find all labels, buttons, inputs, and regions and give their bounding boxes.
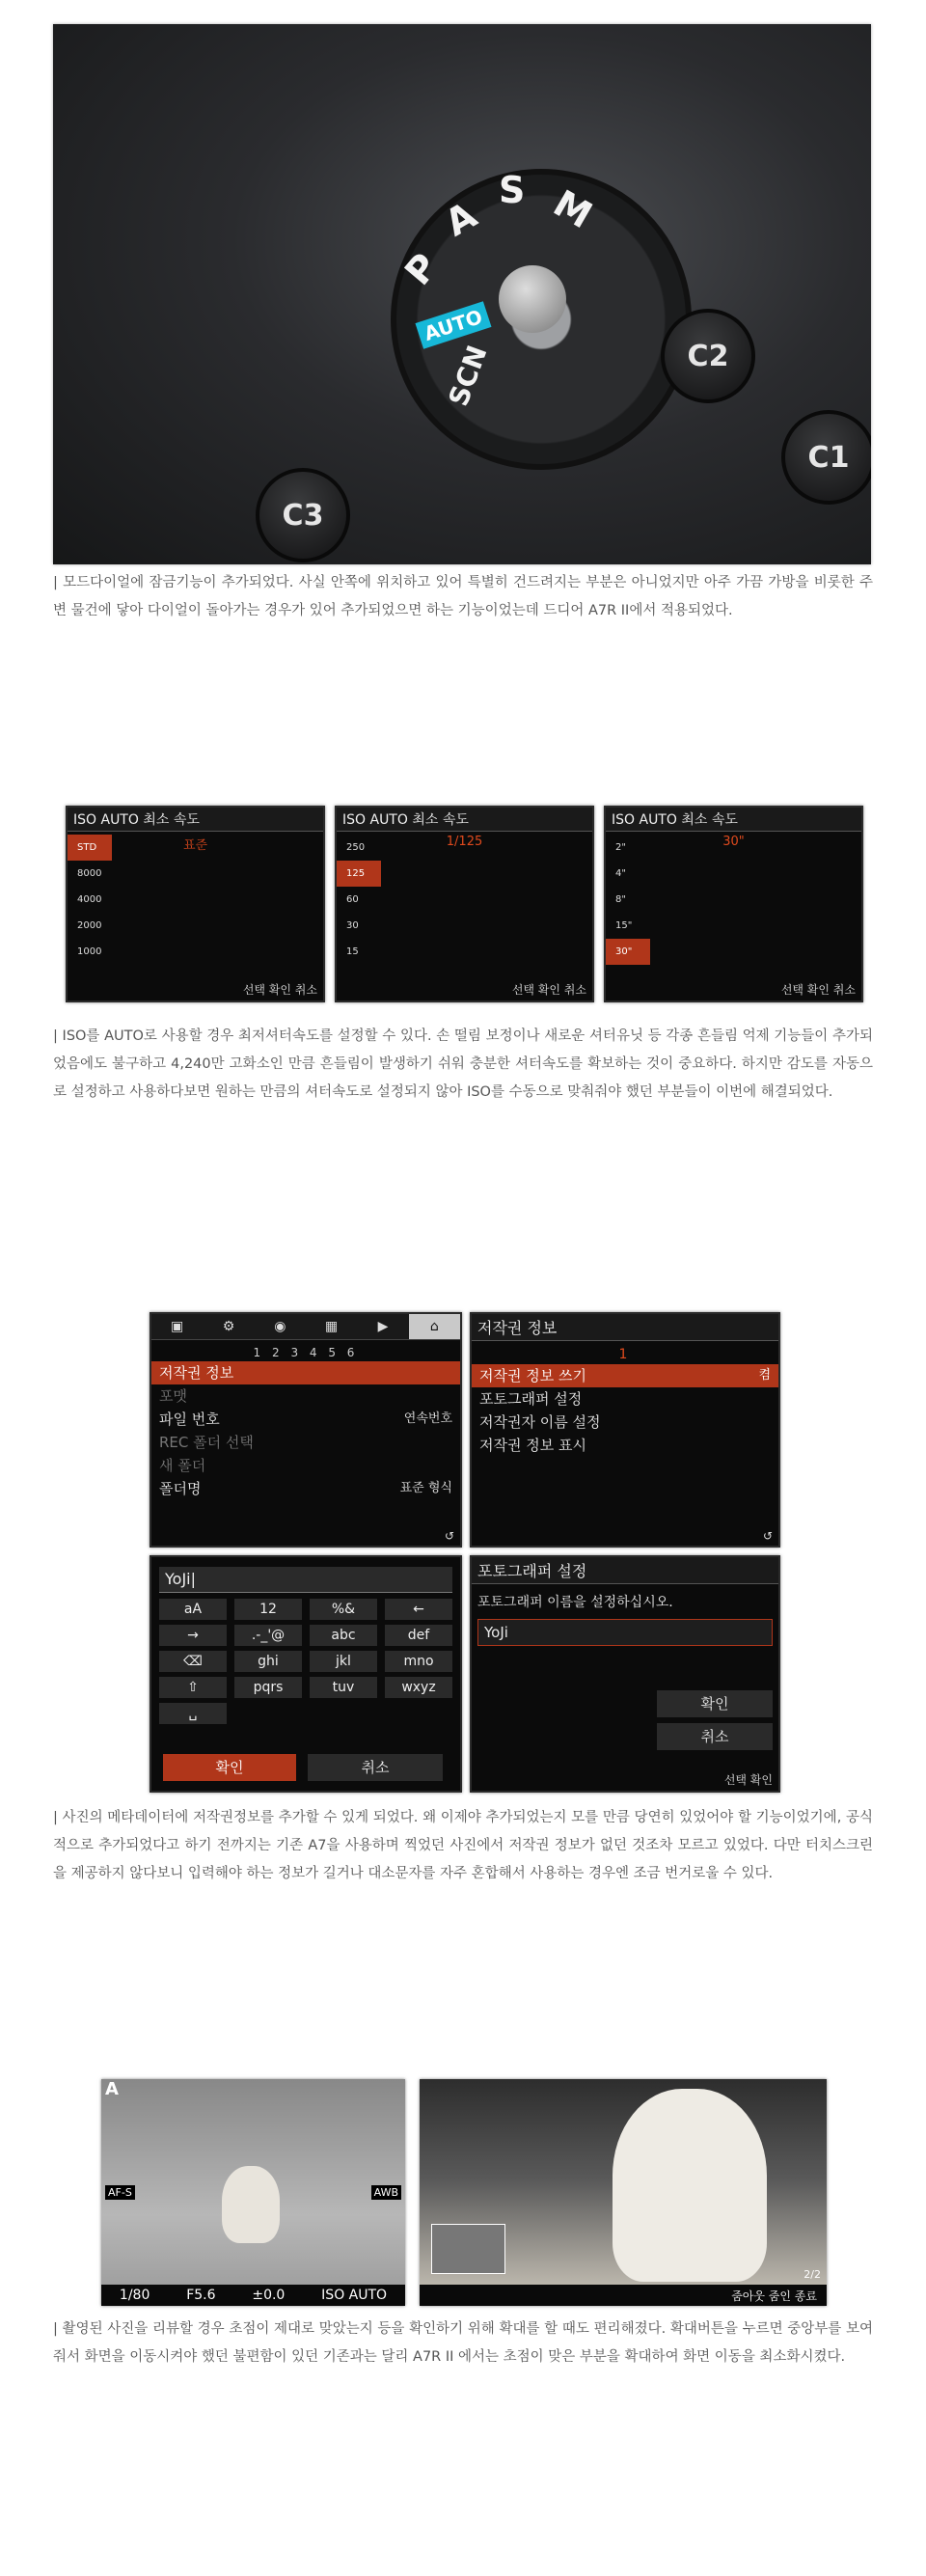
iso-list	[606, 835, 650, 965]
zoom-footer: 줌아웃 줌인 종료	[420, 2285, 827, 2306]
shooting-mode: A	[105, 2079, 119, 2099]
iso-item: 2"	[615, 842, 626, 853]
keyboard-key: wxyz	[385, 1677, 452, 1698]
iso-item: STD	[68, 835, 112, 861]
keyboard-key: aA	[159, 1599, 227, 1620]
iso-item: 30"	[606, 939, 650, 965]
menu-item-label: 새 폴더	[159, 1457, 206, 1474]
iso-item: 1000	[77, 946, 102, 957]
keyboard-key: ←	[385, 1599, 452, 1620]
dial-letter-scn: SCN	[442, 341, 494, 411]
keyboard-key: abc	[310, 1625, 377, 1646]
live-view-screen	[101, 2079, 405, 2306]
iso-item: 125	[337, 861, 381, 887]
menu-item-label: 저작권 정보 쓰기	[479, 1367, 586, 1384]
menu-item-owner-name	[472, 1411, 778, 1434]
copyright-caption: | 사진의 메타데이터에 저작권정보를 추가할 수 있게 되었다. 왜 이제야 추가되었는지 모를 만큼 당연히 있었어야 할 기능이었기에, 공식적으로 추가되었다고 하기 전까지는 기존 A7을 사용하며 찍었던 사진에서 저작권 정보가 없던 것조차 모르고 있었다. 다만 터치스크린을 제공하지 않다보니 입력해야 하는 정보가 길거나 대소문자를 자주 혼합해서 사용하는 경우엔 조금 번거로울 수 있다.	[53, 1810, 873, 1881]
zoom-review-screen	[420, 2079, 827, 2306]
white-balance: AWB	[371, 2185, 401, 2200]
iso-value: 30"	[722, 835, 745, 849]
keyboard-key: def	[385, 1625, 452, 1646]
photographer-screen	[470, 1555, 780, 1793]
menu-item-copyright	[151, 1361, 460, 1384]
iso-caption: | ISO를 AUTO로 사용할 경우 최저셔터속도를 설정할 수 있다. 손 떨림 보정이나 새로운 셔터유닛 등 각종 흔들림 억제 기능들이 추가되었음에도 불구하고 4,240만 고화소인 만큼 흔들림이 발생하기 쉬워 충분한 셔터속도를 확보하는 것이 중요하다. 하지만 감도를 자동으로 설정하고 사용하다보면 원하는 만큼의 셔터속도로 설정되지 않아 ISO를 수동으로 맞춰줘야 했던 부분들이 이번에 해결되었다.	[53, 1028, 873, 1100]
back-icon: ↺	[444, 1529, 454, 1543]
keyboard-screen	[150, 1555, 462, 1793]
keyboard-key: %&	[310, 1599, 377, 1620]
menu-item-label: 파일 번호	[159, 1411, 220, 1428]
menu-item-new-folder	[151, 1454, 460, 1477]
screen-title: 포토그래퍼 설정	[472, 1557, 778, 1584]
menu-item-display-copyright	[472, 1434, 778, 1457]
menu-tabbar	[151, 1314, 460, 1340]
menu-item-rec-folder	[151, 1431, 460, 1454]
gear-tab-icon: ⚙	[222, 1319, 235, 1334]
c1-button: C1	[781, 410, 871, 505]
af-mode: AF-S	[105, 2185, 135, 2200]
keyboard-keys	[159, 1599, 452, 1724]
menu-item-label: 폴더명	[159, 1480, 202, 1497]
menu-item-format	[151, 1384, 460, 1408]
menu-item-file-number	[151, 1408, 460, 1431]
iso-item: 15	[346, 946, 359, 957]
figure-closeup	[613, 2089, 767, 2282]
keyboard-key: pqrs	[234, 1677, 302, 1698]
photographer-name-field: YoJi	[477, 1619, 773, 1646]
iso-screen-125	[335, 806, 594, 1002]
keyboard-key: tuv	[310, 1677, 377, 1698]
keyboard-key: ⌫	[159, 1651, 227, 1672]
exposure-bar	[101, 2285, 405, 2306]
screen-footer: 선택 확인 취소	[780, 983, 856, 997]
menu-item-photographer	[472, 1387, 778, 1411]
iso-screen-30	[604, 806, 863, 1002]
menu-item-write-copyright	[472, 1364, 778, 1387]
screen-footer: 선택 확인 취소	[511, 983, 586, 997]
photographer-ok-button: 확인	[657, 1690, 773, 1717]
menu-item-value: 표준 형식	[399, 1481, 452, 1495]
menu-item-folder-name	[151, 1477, 460, 1500]
iso-item: 2000	[77, 920, 102, 931]
keyboard-cancel-button: 취소	[308, 1754, 443, 1781]
iso-value: 1/125	[446, 835, 483, 849]
iso-value: 표준	[182, 838, 208, 853]
iso-item: 60	[346, 894, 359, 905]
keyboard-key: →	[159, 1625, 227, 1646]
back-icon: ↺	[762, 1529, 773, 1543]
keyboard-key: mno	[385, 1651, 452, 1672]
menu-item-value: 연속번호	[403, 1411, 452, 1426]
iso-item: 250	[346, 842, 366, 853]
iso-item: 8000	[77, 868, 102, 879]
iso-item: 4"	[615, 868, 626, 879]
screen-title: 저작권 정보	[472, 1314, 778, 1341]
aperture: F5.6	[186, 2288, 216, 2303]
menu-item-label: 저작권자 이름 설정	[479, 1413, 601, 1431]
iso-item: 8"	[615, 894, 626, 905]
setup-menu-screen	[150, 1312, 462, 1548]
c2-button: C2	[661, 309, 755, 403]
menu-item-label: 포맷	[159, 1387, 187, 1405]
c3-button: C3	[256, 468, 350, 562]
mode-dial-caption: | 모드다이얼에 잠금기능이 추가되었다. 사실 안쪽에 위치하고 있어 특별히 건드려지는 부분은 아니었지만 아주 가끔 가방을 비롯한 주변 물건에 닿아 다이얼이 돌아가는 경우가 있어 추가되었으면 하는 기능이었는데 드디어 A7R II에서 적용되었다.	[53, 575, 873, 618]
shutter-speed: 1/80	[119, 2288, 150, 2303]
zoom-caption: | 촬영된 사진을 리뷰할 경우 초점이 제대로 맞았는지 등을 확인하기 위해 확대를 할 때도 편리해졌다. 확대버튼을 누르면 중앙부를 보여줘서 화면을 이동시켜야 했던 불편함이 있던 기존과는 달리 A7R II 에서는 초점이 맞은 부분을 확대하여 화면 이동을 최소화시켰다.	[53, 2321, 873, 2365]
screen-title: ISO AUTO 최소 속도	[68, 808, 323, 832]
page-indicator: 1	[618, 1347, 632, 1362]
photographer-cancel-button: 취소	[657, 1723, 773, 1750]
keyboard-key: .-_'@	[234, 1625, 302, 1646]
dial-letter-a: A	[437, 193, 484, 245]
zoom-navigator-box	[431, 2224, 505, 2274]
copyright-info-screen	[470, 1312, 780, 1548]
menu-item-label: 포토그래퍼 설정	[479, 1390, 583, 1408]
iso-screen-std	[66, 806, 325, 1002]
shutter-button-icon	[499, 265, 566, 333]
menu-item-label: 저작권 정보	[159, 1364, 234, 1382]
screen-footer: 선택 확인 취소	[242, 983, 317, 997]
iso-list	[68, 835, 112, 965]
playback-tab-icon: ▶	[377, 1319, 389, 1334]
auto-badge: AUTO	[415, 301, 491, 348]
name-input: YoJi|	[159, 1567, 452, 1593]
toolbox-tab-icon: ⌂	[409, 1314, 460, 1339]
keyboard-key: ghi	[234, 1651, 302, 1672]
screen-title: ISO AUTO 최소 속도	[606, 808, 861, 832]
wireless-tab-icon: ◉	[274, 1319, 286, 1334]
screen-footer: 선택 확인	[723, 1773, 773, 1787]
iso-item: 4000	[77, 894, 102, 905]
menu-item-value: 켬	[758, 1368, 771, 1383]
menu-item-label: REC 폴더 선택	[159, 1434, 254, 1451]
keyboard-key: ␣	[159, 1703, 227, 1724]
dial-letter-p: P	[396, 245, 447, 293]
grid-tab-icon: ▦	[325, 1319, 339, 1334]
figure-subject	[222, 2166, 280, 2243]
keyboard-ok-button: 확인	[163, 1754, 296, 1781]
exposure-comp: ±0.0	[252, 2288, 286, 2303]
keyboard-key: jkl	[310, 1651, 377, 1672]
screen-title: ISO AUTO 최소 속도	[337, 808, 592, 832]
page-indicator: 1 2 3 4 5 6	[253, 1346, 359, 1359]
keyboard-key: 12	[234, 1599, 302, 1620]
iso-item: 30	[346, 920, 359, 931]
dial-letter-s: S	[499, 169, 526, 211]
menu-item-label: 저작권 정보 표시	[479, 1437, 586, 1454]
keyboard-key: ⇧	[159, 1677, 227, 1698]
status-bar	[101, 2079, 405, 2099]
camera-dial-photo	[53, 24, 871, 564]
camera-tab-icon: ▣	[171, 1319, 184, 1334]
iso-setting: ISO AUTO	[321, 2288, 388, 2303]
page-counter: 2/2	[803, 2268, 821, 2281]
iso-item: 15"	[615, 920, 633, 931]
iso-list	[337, 835, 381, 965]
dial-letter-m: M	[546, 181, 600, 237]
photographer-prompt: 포토그래퍼 이름을 설정하십시오.	[477, 1595, 673, 1610]
